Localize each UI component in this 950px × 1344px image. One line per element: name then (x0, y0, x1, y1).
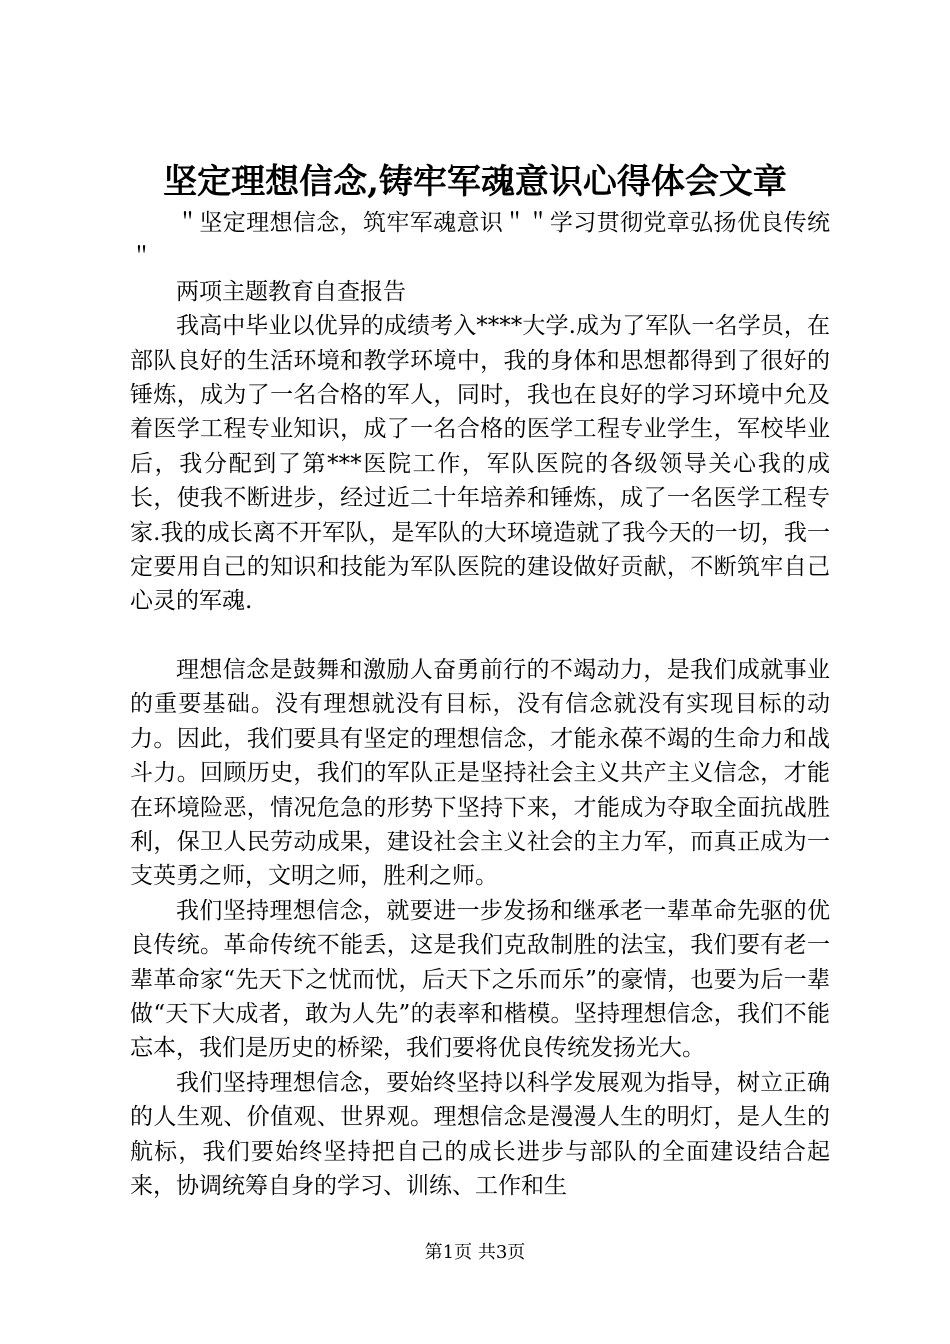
body-paragraph-3: 我们坚持理想信念，就要进一步发扬和继承老一辈革命先驱的优良传统。革命传统不能丢，这是我们克敌制胜的法宝，我们要有老一辈革命家“先天下之忧而忧，后天下之乐而乐”的豪情，也要为后一辈做“天下大成者，敢为人先”的表率和楷模。坚持理想信念，我们不能忘本，我们是历史的桥梁，我们要将优良传统发扬光大。 (130, 897, 830, 1062)
document-body (130, 206, 830, 1203)
body-paragraph-4: 我们坚持理想信念，要始终坚持以科学发展观为指导，树立正确的人生观、价值观、世界观。理想信念是漫漫人生的明灯，是人生的航标，我们要始终坚持把自己的成长进步与部队的全面建设结合起来，协调统筹自身的学习、训练、工作和生 (130, 1069, 830, 1199)
body-paragraph-2: 理想信念是鼓舞和激励人奋勇前行的不竭动力，是我们成就事业的重要基础。没有理想就没有目标，没有信念就没有实现目标的动力。因此，我们要具有坚定的理想信念，才能永葆不竭的生命力和战斗力。回顾历史，我们的军队正是坚持社会主义共产主义信念，才能在环境险恶，情况危急的形势下坚持下来，才能成为夺取全面抗战胜利，保卫人民劳动成果，建设社会主义社会的主力军，而真正成为一支英勇之师，文明之师，胜利之师。 (130, 656, 830, 890)
subtitle-paragraph: ＂坚定理想信念，筑牢军魂意识＂＂学习贯彻党章弘扬优良传统＂ (130, 210, 830, 271)
page-footer: 第1页 共3页 (424, 1242, 526, 1263)
report-heading-paragraph: 两项主题教育自查报告 (176, 278, 406, 305)
document-title: 坚定理想信念,铸牢军魂意识心得体会文章 (163, 162, 787, 202)
body-paragraph-1: 我高中毕业以优异的成绩考入****大学.成为了军队一名学员，在部队良好的生活环境和教学环境中，我的身体和思想都得到了很好的锤炼，成为了一名合格的军人，同时，我也在良好的学习环境中允及着医学工程专业知识，成了一名合格的医学工程专业学生，军校毕业后，我分配到了第***医院工作，军队医院的各级领导关心我的成长，使我不断进步，经过近二十年培养和锤炼，成了一名医学工程专家.我的成长离不开军队，是军队的大环境造就了我今天的一切，我一定要用自己的知识和技能为军队医院的建设做好贡献，不断筑牢自己心灵的军魂. (130, 313, 830, 615)
